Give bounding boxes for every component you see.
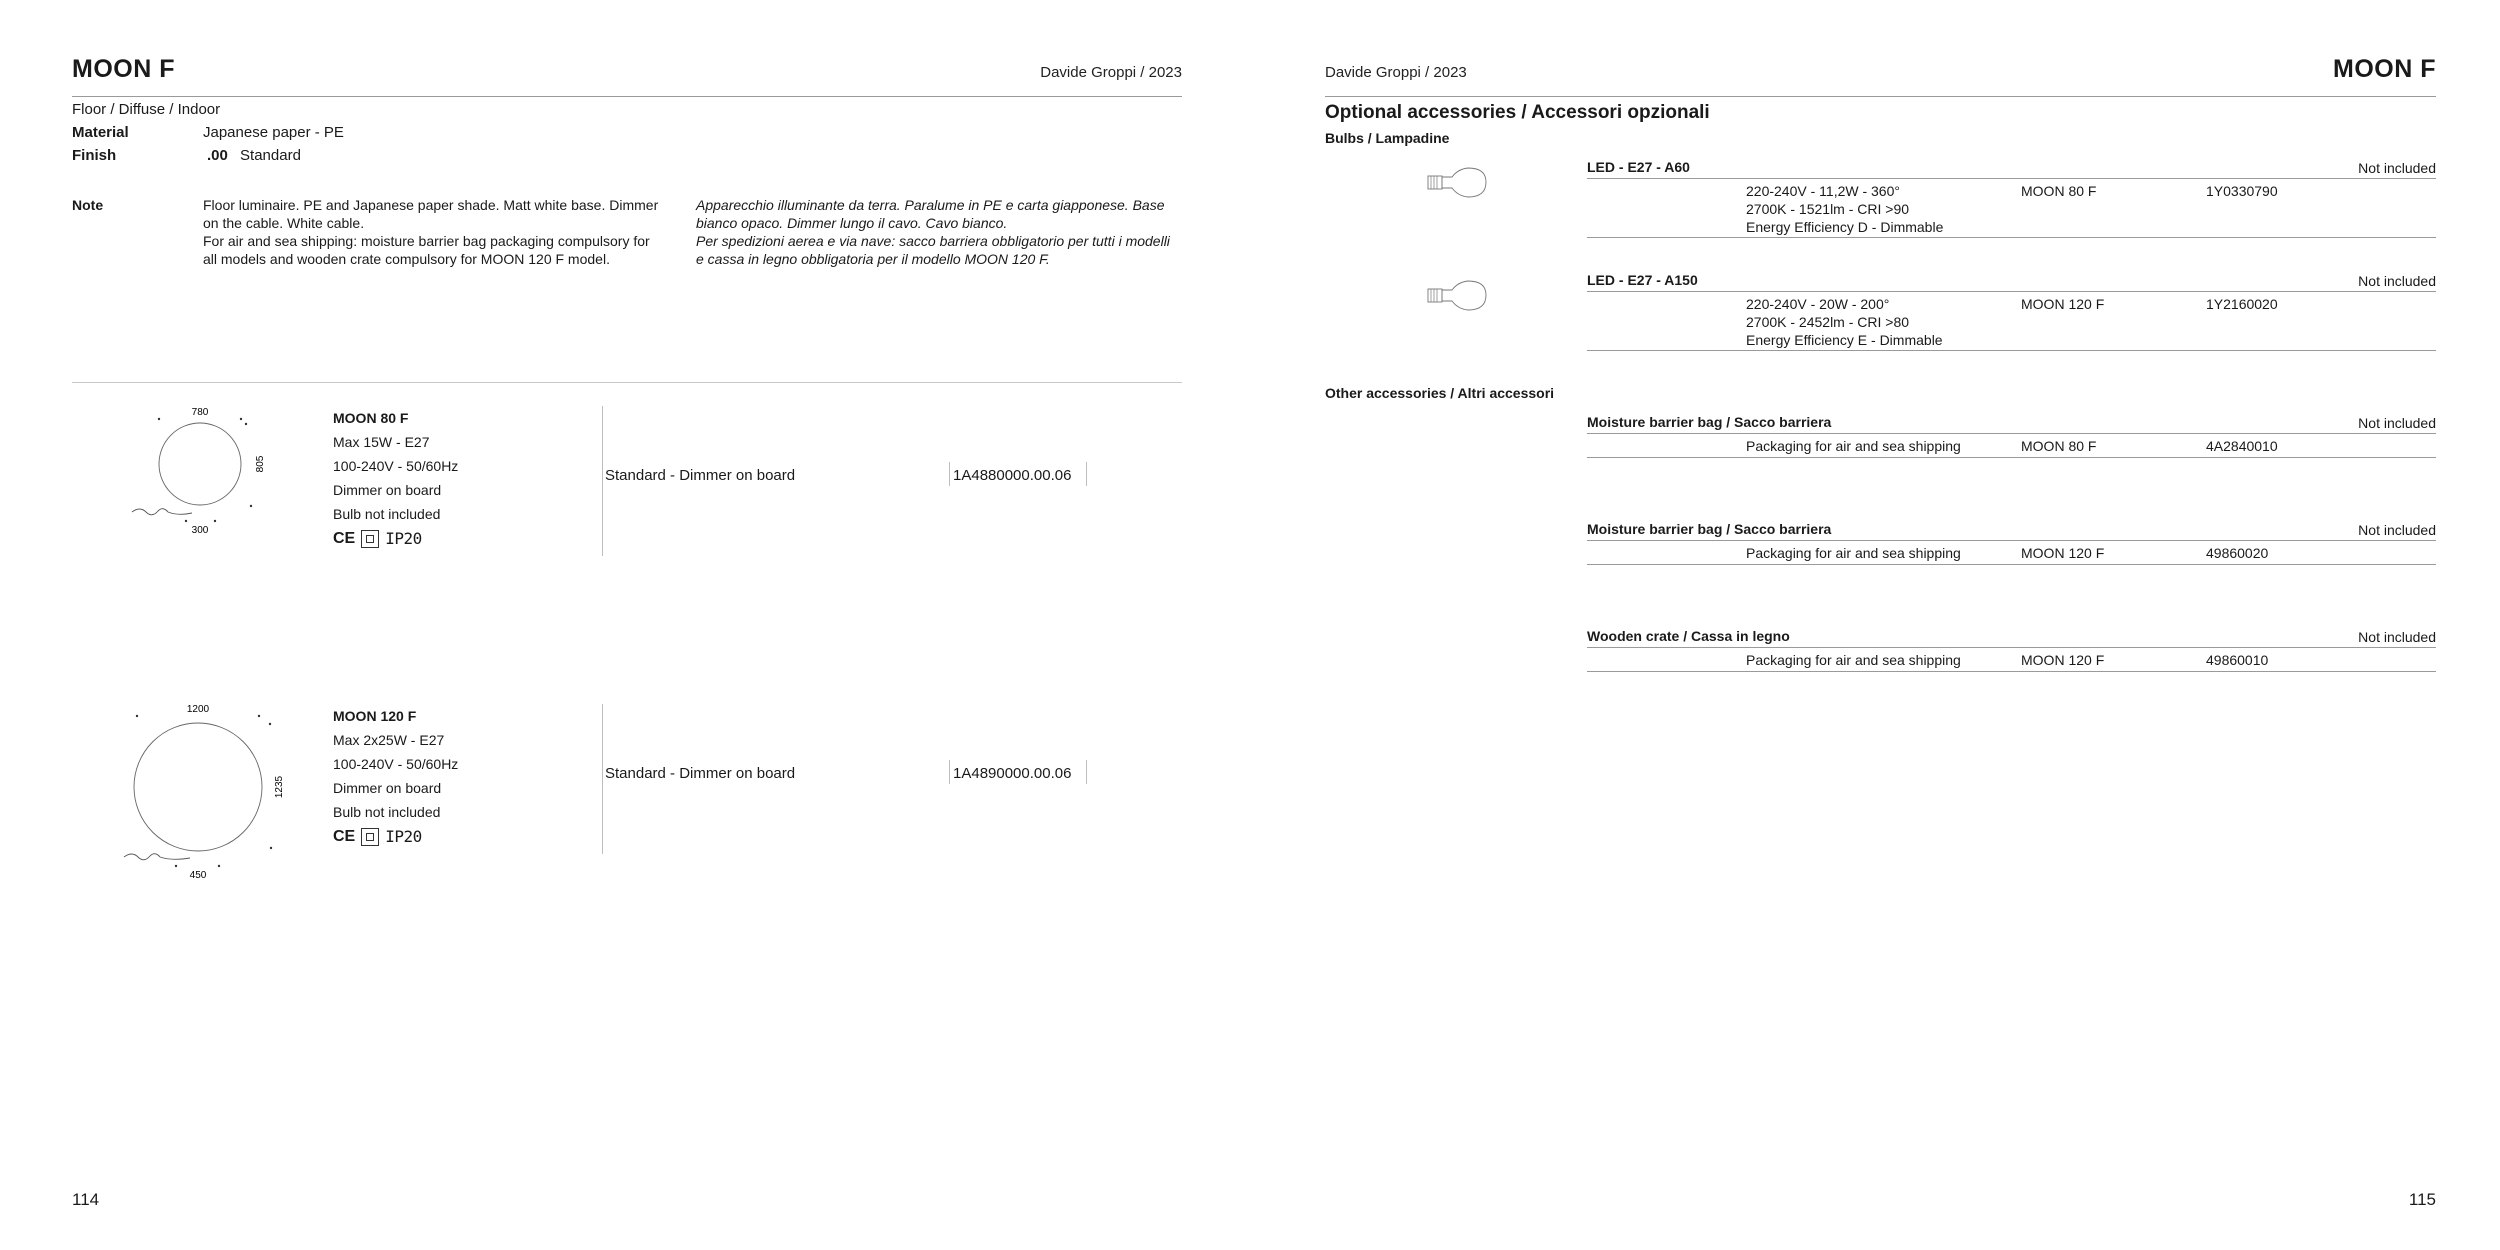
bulb-rule <box>1587 291 2436 292</box>
bulb-bottom-rule <box>1587 237 2436 238</box>
product-variant: Standard - Dimmer on board <box>605 467 796 484</box>
finish-value <box>207 146 301 165</box>
bulb-specs <box>1746 182 1943 236</box>
bulb-spec-line: 220-240V - 11,2W - 360° <box>1746 183 1900 199</box>
accessory-name: Moisture barrier bag / Sacco barriera <box>1587 521 1832 537</box>
cable-line <box>124 854 190 860</box>
dim-base-label: 300 <box>191 525 209 536</box>
dim-base-label: 450 <box>189 870 207 881</box>
product-spec: Dimmer on board <box>333 780 442 796</box>
dim-marker <box>245 423 247 425</box>
accessory-name: Moisture barrier bag / Sacco barriera <box>1587 414 1832 430</box>
bulb-spec-line: 2700K - 2452lm - CRI >80 <box>1746 314 1910 330</box>
globe-outline <box>134 723 262 851</box>
left-designer: Davide Groppi / 2023 <box>1040 64 1182 81</box>
left-page-title: MOON F <box>72 55 175 83</box>
note-en-line: Floor luminaire. PE and Japanese paper shade. Matt white base. Dimmer <box>203 197 659 213</box>
dim-marker <box>136 715 138 717</box>
code-divider <box>949 760 950 784</box>
left-page-number: 114 <box>72 1190 100 1209</box>
right-page-title: MOON F <box>2333 55 2436 83</box>
accessory-status: Not included <box>2358 522 2436 538</box>
globe-outline <box>159 423 241 505</box>
material-value: Japanese paper - PE <box>203 124 344 141</box>
accessory-name: Wooden crate / Cassa in legno <box>1587 628 1790 644</box>
accessory-model: MOON 80 F <box>2021 438 2097 454</box>
dim-width-label: 1200 <box>186 704 210 715</box>
note-label: Note <box>72 197 104 213</box>
product-spec: Max 2x25W - E27 <box>333 732 445 748</box>
ip-rating: IP20 <box>385 827 422 846</box>
other-heading: Other accessories / Altri accessori <box>1325 385 1555 401</box>
certifications <box>333 827 458 846</box>
product-name: MOON 120 F <box>333 708 417 724</box>
dim-marker <box>270 847 272 849</box>
product-code: 1A4890000.00.06 <box>953 765 1072 782</box>
accessory-rule <box>1587 540 2436 541</box>
dim-height-label: 805 <box>255 455 266 473</box>
dim-marker <box>269 723 271 725</box>
bulb-specs <box>1746 295 1943 349</box>
dim-height-label: 1235 <box>274 775 285 799</box>
moon-80-drawing <box>120 400 300 540</box>
class-ii-icon <box>361 530 379 548</box>
accessory-desc: Packaging for air and sea shipping <box>1746 545 1961 561</box>
accessory-model: MOON 120 F <box>2021 545 2105 561</box>
bulb-status: Not included <box>2358 160 2436 176</box>
accessory-code: 49860020 <box>2206 545 2269 561</box>
finish-label: Finish <box>72 147 117 164</box>
right-page-number: 115 <box>2408 1190 2436 1209</box>
accessory-rule <box>1587 647 2436 648</box>
note-en-line: all models and wooden crate compulsory for MOON 120 F model. <box>203 251 610 267</box>
ip-rating: IP20 <box>385 529 422 548</box>
finish-code: .00 <box>207 147 228 164</box>
class-ii-icon <box>361 828 379 846</box>
code-divider <box>949 462 950 486</box>
product-divider <box>602 704 603 854</box>
note-it-line: Apparecchio illuminante da terra. Paralume in PE e carta giapponese. Base <box>696 197 1165 213</box>
ce-mark: CE <box>333 529 356 547</box>
bulb-code: 1Y2160020 <box>2206 296 2278 312</box>
product-spec: Dimmer on board <box>333 482 442 498</box>
product-name: MOON 80 F <box>333 410 409 426</box>
bulb-name: LED - E27 - A60 <box>1587 159 1690 175</box>
bulb-spec-line: 2700K - 1521lm - CRI >90 <box>1746 201 1910 217</box>
accessory-status: Not included <box>2358 415 2436 431</box>
note-english <box>203 196 693 268</box>
cable-line <box>132 509 192 515</box>
note-en-line: For air and sea shipping: moisture barrier bag packaging compulsory for <box>203 233 650 249</box>
product-spec: 100-240V - 50/60Hz <box>333 756 459 772</box>
accessory-bottom-rule <box>1587 457 2436 458</box>
accessory-rule <box>1587 433 2436 434</box>
section-title: Optional accessories / Accessori opzionali <box>1325 102 1710 123</box>
accessory-bottom-rule <box>1587 564 2436 565</box>
bulb-a60-icon <box>1424 163 1490 203</box>
bulb-name: LED - E27 - A150 <box>1587 272 1698 288</box>
dim-marker <box>185 520 187 522</box>
product-spec-block <box>333 406 458 548</box>
note-en-line: on the cable. White cable. <box>203 215 365 231</box>
product-spec: Bulb not included <box>333 804 441 820</box>
dim-marker <box>240 418 242 420</box>
product-spec-block <box>333 704 458 846</box>
bulb-spec-line: Energy Efficiency E - Dimmable <box>1746 332 1943 348</box>
dim-marker <box>214 520 216 522</box>
dim-marker <box>250 505 252 507</box>
product-section-rule <box>72 382 1182 383</box>
bulb-bottom-rule <box>1587 350 2436 351</box>
note-it-line: Per spedizioni aerea e via nave: sacco barriera obbligatorio per tutti i modelli <box>696 233 1170 249</box>
dim-marker <box>258 715 260 717</box>
code-divider <box>1086 760 1087 784</box>
bulb-status: Not included <box>2358 273 2436 289</box>
left-header-rule <box>72 96 1182 97</box>
finish-name: Standard <box>240 147 301 164</box>
dim-width-label: 780 <box>191 407 209 418</box>
bulb-a150-icon <box>1424 276 1490 316</box>
accessory-desc: Packaging for air and sea shipping <box>1746 652 1961 668</box>
note-italian <box>696 196 1186 268</box>
dim-marker <box>158 418 160 420</box>
bulb-spec-line: Energy Efficiency D - Dimmable <box>1746 219 1944 235</box>
material-label: Material <box>72 124 129 141</box>
accessory-code: 49860010 <box>2206 652 2269 668</box>
bulb-code: 1Y0330790 <box>2206 183 2278 199</box>
accessory-status: Not included <box>2358 629 2436 645</box>
right-header-rule <box>1325 96 2436 97</box>
accessory-bottom-rule <box>1587 671 2436 672</box>
product-variant: Standard - Dimmer on board <box>605 765 796 782</box>
bulb-model: MOON 80 F <box>2021 183 2097 199</box>
certifications <box>333 529 458 548</box>
bulb-rule <box>1587 178 2436 179</box>
product-spec: Max 15W - E27 <box>333 434 430 450</box>
moon-120-drawing <box>118 700 298 885</box>
note-it-line: e cassa in legno obbligatoria per il modello MOON 120 F. <box>696 251 1050 267</box>
accessory-model: MOON 120 F <box>2021 652 2105 668</box>
category: Floor / Diffuse / Indoor <box>72 101 221 118</box>
product-spec: 100-240V - 50/60Hz <box>333 458 459 474</box>
note-it-line: bianco opaco. Dimmer lungo il cavo. Cavo bianco. <box>696 215 1008 231</box>
bulb-spec-line: 220-240V - 20W - 200° <box>1746 296 1890 312</box>
bulbs-heading: Bulbs / Lampadine <box>1325 130 1450 146</box>
product-spec: Bulb not included <box>333 506 441 522</box>
product-code: 1A4880000.00.06 <box>953 467 1072 484</box>
ce-mark: CE <box>333 827 356 845</box>
accessory-code: 4A2840010 <box>2206 438 2278 454</box>
dim-marker <box>218 865 220 867</box>
code-divider <box>1086 462 1087 486</box>
right-designer: Davide Groppi / 2023 <box>1325 64 1467 81</box>
product-divider <box>602 406 603 556</box>
dim-marker <box>175 865 177 867</box>
accessory-desc: Packaging for air and sea shipping <box>1746 438 1961 454</box>
bulb-model: MOON 120 F <box>2021 296 2105 312</box>
